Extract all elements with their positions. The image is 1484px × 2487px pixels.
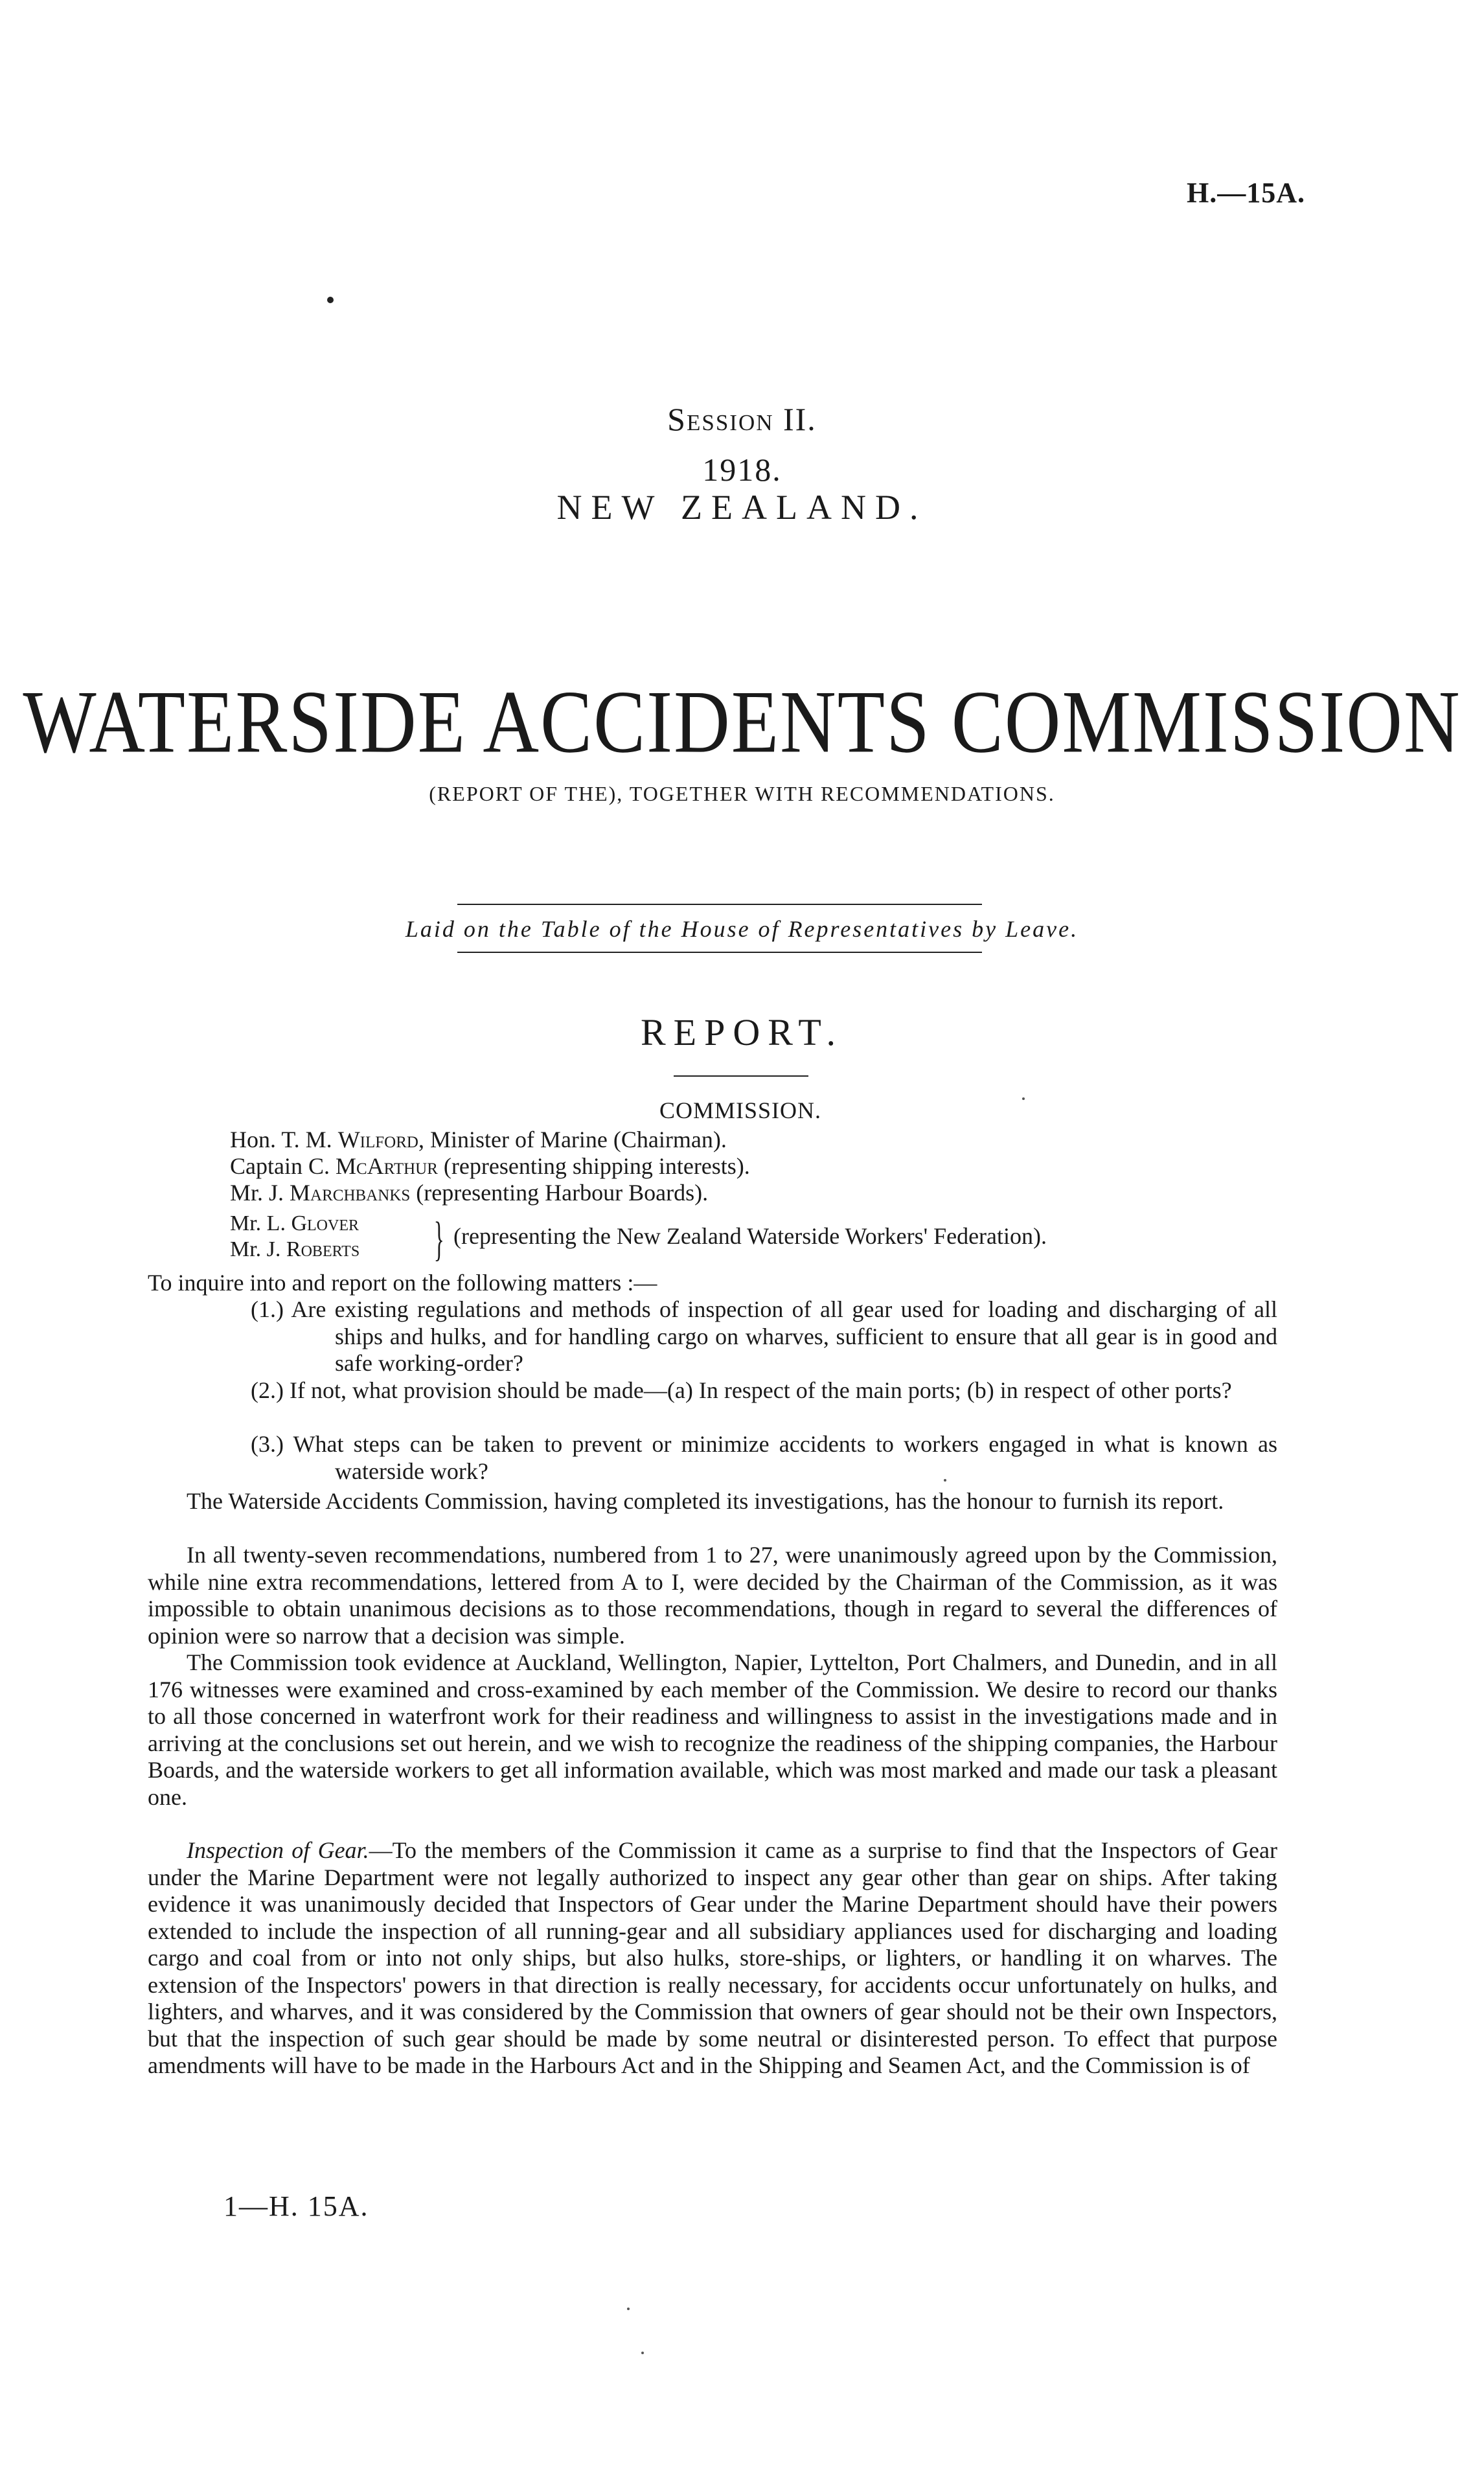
brace-symbol: } [433,1213,444,1266]
subtitle: (REPORT OF THE), TOGETHER WITH RECOMMENDATIONS. [429,782,1055,805]
page-reference: H.—15A. [1187,177,1305,209]
divider-top [457,904,982,905]
joint-role: (representing the New Zealand Waterside Workers' Federation). [453,1223,1047,1249]
member-name: Roberts [286,1237,360,1261]
inquiry-intro: To inquire into and report on the following matters :— [148,1270,657,1296]
inquiry-item-text: (2.) If not, what provision should be made—(a) In respect of the main ports; (b) in respect of other ports? [251,1377,1232,1403]
paragraph-evidence [148,1649,1277,1811]
scan-speck [1022,1097,1025,1100]
member-wilford [230,1127,727,1153]
ink-dot [327,297,334,303]
member-prefix: Captain C. [230,1153,336,1179]
year-label: 1918. [702,452,782,488]
session-label: Session II. [667,401,817,437]
member-role: (representing Harbour Boards). [410,1180,709,1206]
member-mcarthur [230,1153,750,1180]
paragraph-text: In all twenty-seven recommendations, numbered from 1 to 27, were unanimously agreed upon by the Commission, while nine extra recommendations, lettered from A to I, were decided by the Chairman of the Commission, as it was impossible to obtain unanimous decisions as to those recommendations, though in regard to several the differences of opinion were so narrow that a decision was simple. [148,1542,1277,1649]
member-name: Glover [291,1211,359,1235]
divider-bottom [457,952,982,953]
member-marchbanks [230,1180,708,1206]
gear-heading: Inspection of Gear. [187,1837,369,1863]
member-prefix: Mr. J. [230,1180,290,1206]
member-name: McArthur [335,1153,438,1179]
paragraph-inspection-of-gear [148,1837,1277,2080]
member-prefix: Mr. L. [230,1211,291,1235]
member-roberts [230,1236,360,1263]
member-glover [230,1210,359,1237]
member-prefix: Hon. T. M. [230,1127,338,1152]
footer-signature: 1—H. 15A. [223,2190,369,2222]
member-role: , Minister of Marine (Chairman). [418,1127,727,1152]
gear-text: —To the members of the Commission it came as a surprise to find that the Inspectors of Gear under the Marine Department were not legally authorized to inspect any gear other than gear on ships. After taking evidence it was unanimously decided that Inspectors of Gear under the Marine Department should have their powers extended to include the inspection of all running-gear and all subsidiary appliances used for discharging and loading cargo and coal from or into not only ships, but also hulks, store-ships, or lighters, or handling it on wharves. The extension of the Inspectors' powers in that direction is really necessary, for accidents occur unfortunately on hulks, and lighters, and wharves, and it was considered by the Commission that owners of gear should not be their own Inspectors, but that the inspection of such gear should be made by some neutral or disinterested person. To effect that purpose amendments will have to be made in the Harbours Act and in the Shipping and Seamen Act, and the Commission is of [148,1837,1277,2078]
member-name: Wilford [337,1127,418,1152]
scan-speck [944,1479,946,1482]
member-name: Marchbanks [290,1180,411,1206]
commission-heading: COMMISSION. [659,1097,822,1123]
paragraph-completed [148,1488,1277,1515]
inquiry-item-2 [251,1377,1277,1404]
report-underline [674,1075,808,1077]
inquiry-item-1 [251,1296,1277,1377]
country-label: NEW ZEALAND. [556,488,928,527]
laid-on-table-note: Laid on the Table of the House of Representatives by Leave. [405,916,1079,942]
scan-speck [627,2308,630,2310]
main-title: WATERSIDE ACCIDENTS COMMISSION [23,672,1461,772]
paragraph-text [148,1837,1277,2080]
member-prefix: Mr. J. [230,1237,286,1261]
member-role: (representing shipping interests). [437,1153,750,1179]
scan-speck [641,2352,644,2354]
paragraph-text: The Waterside Accidents Commission, having completed its investigations, has the honour to furnish its report. [187,1488,1224,1514]
report-heading: REPORT. [640,1011,844,1053]
inquiry-item-text: (3.) What steps can be taken to prevent or minimize accidents to workers engaged in what is known as waterside work? [251,1431,1277,1484]
inquiry-item-text: (1.) Are existing regulations and methods of inspection of all gear used for loading and discharging of all ships and hulks, and for handling cargo on wharves, sufficient to ensure that all gear is in good and safe working-order? [251,1296,1277,1376]
inquiry-item-3 [251,1431,1277,1485]
paragraph-text: The Commission took evidence at Auckland, Wellington, Napier, Lyttelton, Port Chalmers, and Dunedin, and in all 176 witnesses were examined and cross-examined by each member of the Commission. We desire to record our thanks to all those concerned in waterfront work for their readiness and willingness to assist in the investigations made and in arriving at the conclusions set out herein, and we wish to recognize the readiness of the shipping companies, the Harbour Boards, and the waterside workers to get all information available, which was most marked and made our task a pleasant one. [148,1649,1277,1810]
paragraph-recommendations [148,1542,1277,1649]
